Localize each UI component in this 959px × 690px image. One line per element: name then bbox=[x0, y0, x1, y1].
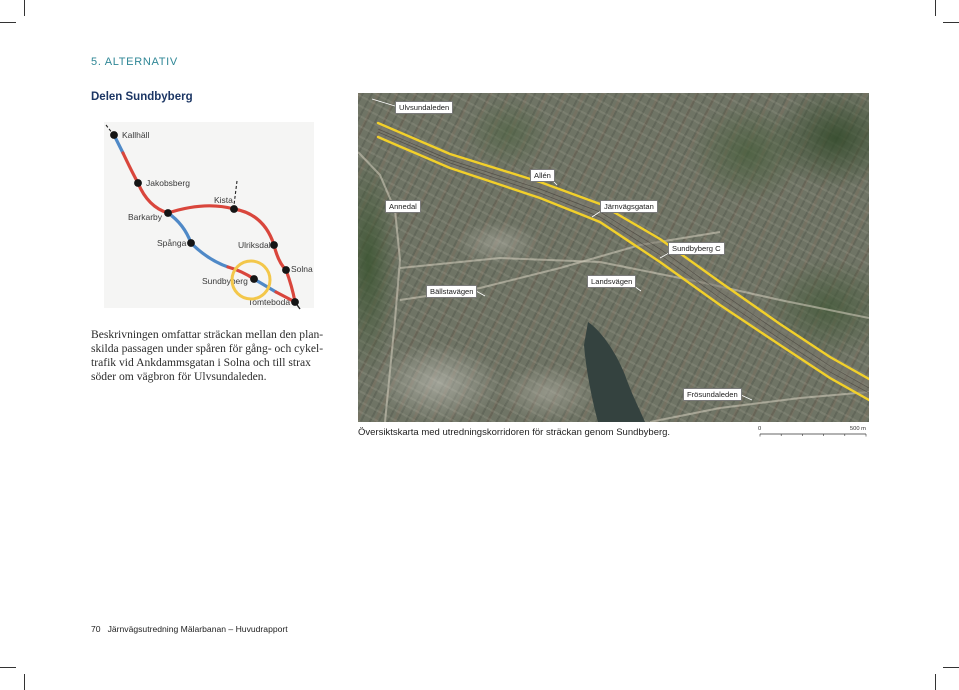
body-text-line: Beskrivningen omfattar sträckan mellan den plan- bbox=[91, 328, 324, 341]
station-label-sundbyberg: Sundbyberg bbox=[202, 276, 248, 286]
page-number: 70 bbox=[91, 624, 101, 634]
station-dot-kista bbox=[230, 205, 238, 213]
map-label-ulvsundaleden: Ulvsundaleden bbox=[395, 101, 453, 114]
leader-line-frosundaleden bbox=[741, 395, 752, 400]
rail-yard-area bbox=[378, 123, 869, 400]
scale-bar-start-label: 0 bbox=[758, 426, 762, 432]
station-label-tomteboda: Tomteboda bbox=[248, 297, 291, 307]
page-title: Delen Sundbyberg bbox=[91, 91, 193, 103]
station-label-kallhall: Kallhäll bbox=[122, 130, 150, 140]
scale-bar-end-label: 500 m bbox=[849, 426, 866, 432]
corridor-boundary-south bbox=[378, 137, 869, 400]
station-dot-jakobsberg bbox=[134, 179, 142, 187]
page-footer bbox=[91, 624, 288, 635]
station-label-solna: Solna bbox=[291, 264, 313, 274]
map-caption: Översiktskarta med utredningskorridoren för sträckan genom Sundbyberg. bbox=[358, 427, 671, 438]
section-header: 5. ALTERNATIV bbox=[91, 56, 178, 68]
crop-mark-bottom-right-vertical bbox=[935, 674, 936, 690]
station-dot-barkarby bbox=[164, 209, 172, 217]
line-ulriksdal-solna bbox=[274, 245, 286, 270]
dashed-line-north-of-kista bbox=[234, 181, 237, 205]
publication-title: Järnvägsutredning Mälarbanan – Huvudrapport bbox=[107, 624, 288, 634]
body-text-line: söder om vägbron för Ulvsundaleden. bbox=[91, 370, 267, 383]
map-label-jarnvagsgatan: Järnvägsgatan bbox=[600, 200, 658, 213]
leader-line-ulvsundaleden bbox=[372, 99, 395, 106]
schematic-line-map bbox=[100, 118, 320, 312]
map-label-sundbyberg-c: Sundbyberg C bbox=[668, 242, 725, 255]
station-label-spanga: Spånga bbox=[157, 238, 187, 248]
road-west bbox=[358, 152, 400, 422]
water-area bbox=[584, 322, 645, 422]
line-barkarby-kista bbox=[168, 206, 234, 213]
crop-mark-top-right-vertical bbox=[935, 0, 936, 16]
station-label-ulriksdal: Ulriksdal bbox=[238, 240, 271, 250]
station-label-barkarby: Barkarby bbox=[127, 212, 162, 222]
crop-mark-bottom-left-horizontal bbox=[0, 667, 16, 668]
map-label-ballstavagen: Bällstavägen bbox=[426, 285, 477, 298]
station-dot-sundbyberg bbox=[250, 275, 258, 283]
line-spanga-sundbyberg-blue bbox=[191, 243, 228, 267]
station-label-jakobsberg: Jakobsberg bbox=[146, 178, 190, 188]
station-dot-tomteboda bbox=[291, 298, 299, 306]
crop-mark-top-left-vertical bbox=[24, 0, 25, 16]
map-label-allen: Allén bbox=[530, 169, 555, 182]
map-label-frosundaleden: Frösundaleden bbox=[683, 388, 742, 401]
station-dot-kallhall bbox=[110, 131, 118, 139]
line-kallhall-jakobsberg-red bbox=[123, 153, 138, 183]
station-dot-ulriksdal bbox=[270, 241, 278, 249]
station-dot-solna bbox=[282, 266, 290, 274]
aerial-map-overlay bbox=[358, 93, 869, 422]
body-text-line: skilda passagen under spåren för gång- och cykel- bbox=[91, 342, 324, 355]
leader-line-ballstavagen bbox=[476, 291, 485, 296]
crop-mark-top-left-horizontal bbox=[0, 22, 16, 23]
station-dot-spanga bbox=[187, 239, 195, 247]
crop-mark-top-right-horizontal bbox=[943, 22, 959, 23]
crop-mark-bottom-right-horizontal bbox=[943, 667, 959, 668]
body-text-line: trafik vid Ankdammsgatan i Solna och till strax bbox=[91, 356, 311, 369]
crop-mark-bottom-left-vertical bbox=[24, 674, 25, 690]
body-paragraph bbox=[91, 328, 323, 384]
station-label-kista: Kista bbox=[214, 195, 233, 205]
map-label-landsvagen: Landsvägen bbox=[587, 275, 636, 288]
scale-bar bbox=[752, 423, 872, 438]
map-label-annedal: Annedal bbox=[385, 200, 421, 213]
